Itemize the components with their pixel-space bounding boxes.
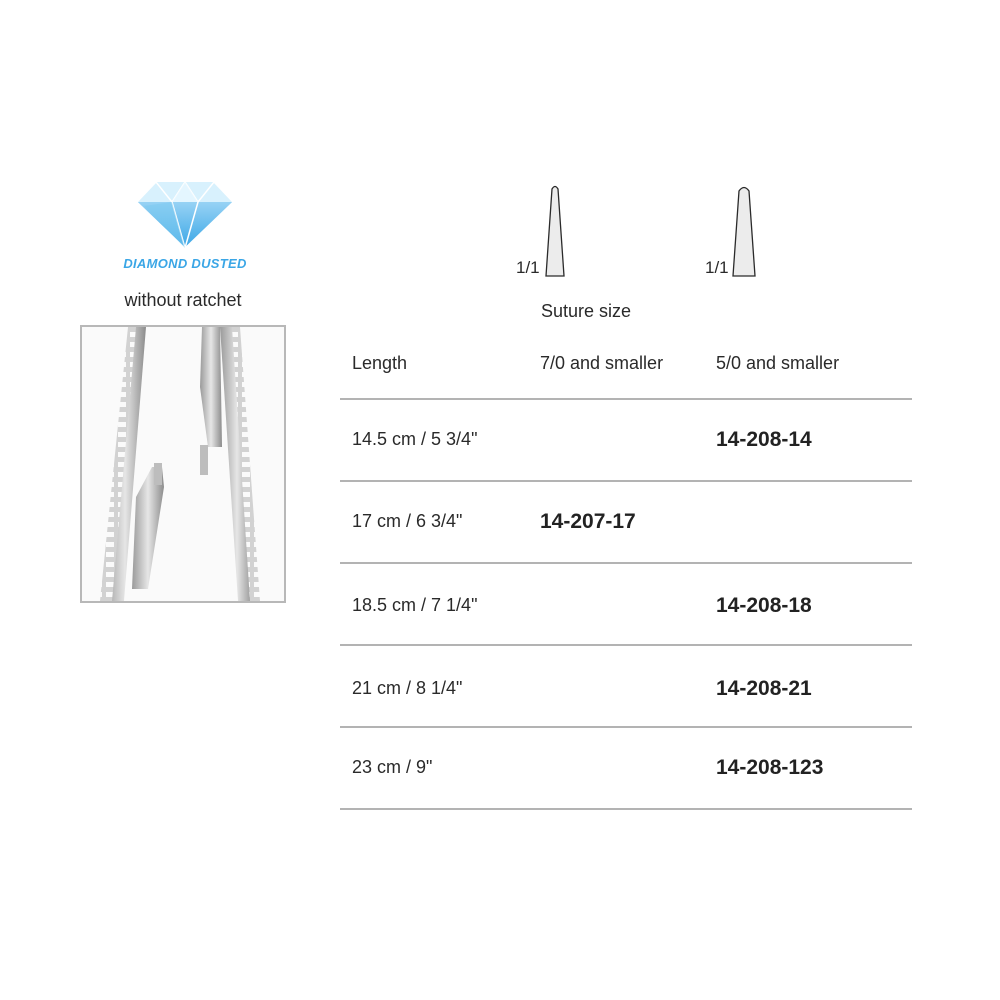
article-number: 14-207-17 [540, 510, 636, 533]
table-divider [340, 562, 912, 564]
row-length: 17 cm / 6 3/4" [352, 511, 463, 531]
tip-scale-label: 1/1 [516, 258, 540, 277]
suture-column-header-1: 7/0 and smaller [540, 353, 664, 373]
suture-column-header-2: 5/0 and smaller [716, 353, 840, 373]
narrow-tip-icon [541, 185, 569, 280]
article-number: 14-208-14 [716, 428, 812, 451]
diamond-dusted-badge: DIAMOND DUSTED [123, 256, 247, 271]
table-divider [340, 726, 912, 728]
article-number: 14-208-123 [716, 756, 824, 779]
row-length: 23 cm / 9" [352, 757, 433, 777]
row-length: 21 cm / 8 1/4" [352, 678, 463, 698]
suture-size-header: Suture size [541, 301, 632, 321]
row-length: 14.5 cm / 5 3/4" [352, 429, 478, 449]
table-divider [340, 644, 912, 646]
wide-tip-icon [730, 185, 758, 280]
table-divider [340, 398, 912, 400]
table-divider [340, 480, 912, 482]
ratchet-label: without ratchet [124, 290, 242, 310]
article-number: 14-208-21 [716, 677, 812, 700]
article-number: 14-208-18 [716, 594, 812, 617]
diamond-logo-icon [136, 180, 234, 250]
table-divider [340, 808, 912, 810]
tip-scale-label: 1/1 [705, 258, 729, 277]
needle-holder-jaws-icon [82, 327, 284, 601]
length-column-header: Length [352, 353, 408, 373]
row-length: 18.5 cm / 7 1/4" [352, 595, 478, 615]
product-jaw-image [80, 325, 286, 603]
